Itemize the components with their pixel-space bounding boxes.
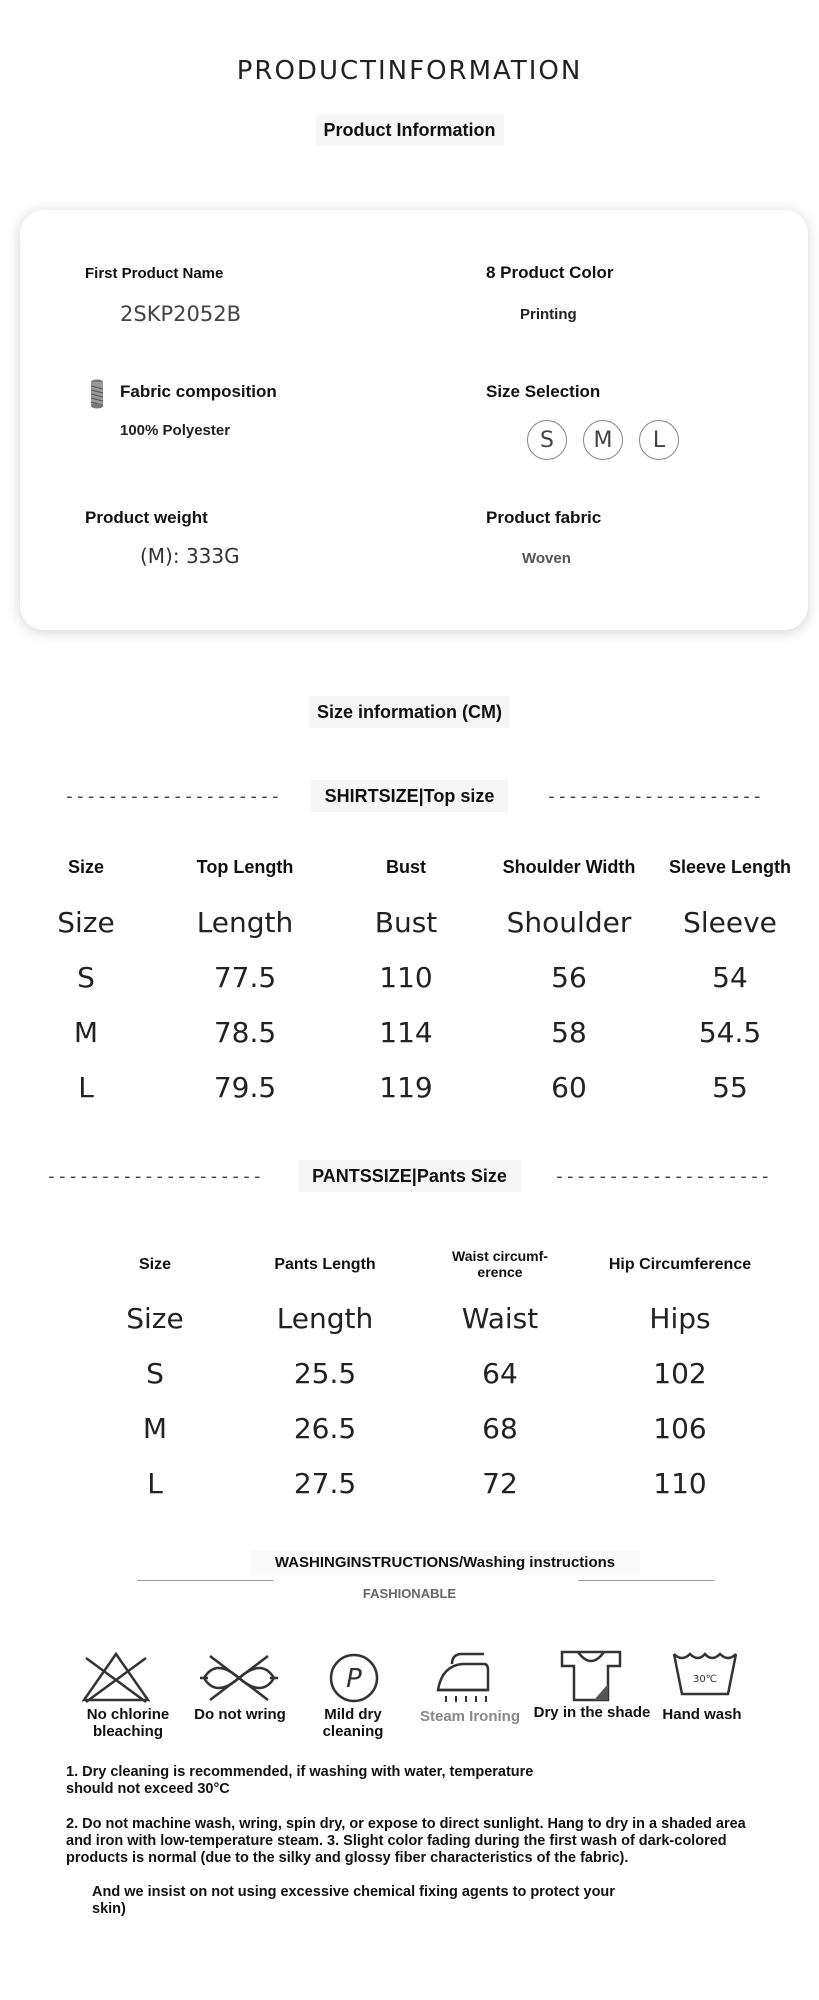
shirt-header-bust: Bust: [386, 857, 426, 877]
pants-cell: 106: [653, 1412, 707, 1445]
pants-cell: M: [142, 1412, 168, 1445]
shirt-cell: M: [73, 1016, 99, 1049]
pants-cell: Size: [126, 1302, 184, 1335]
size-info-title: [0, 702, 819, 723]
washing-divider-left: [137, 1580, 273, 1581]
pants-cell: 110: [653, 1467, 707, 1500]
shirt-cell: Shoulder: [506, 906, 632, 939]
no-bleach-label: No chlorine bleaching: [86, 1706, 170, 1740]
pants-header-size: Size: [138, 1256, 171, 1273]
shirt-cell: 110: [379, 961, 433, 994]
shirt-cell: 77.5: [213, 961, 277, 994]
shirt-cell: Length: [196, 906, 294, 939]
shirt-cell: Size: [57, 906, 115, 939]
note-1: 1. Dry cleaning is recommended, if washing with water, temperature should not exceed 30°C: [66, 1764, 534, 1797]
shirt-cell: Bust: [374, 906, 438, 939]
washing-instructions-title: WASHINGINSTRUCTIONS/Washing instructions: [250, 1550, 640, 1575]
shirt-cell: 78.5: [213, 1016, 277, 1049]
washing-subtitle: FASHIONABLE: [362, 1586, 457, 1601]
shirt-size-title-text: SHIRTSIZE|Top size: [311, 780, 509, 812]
shirt-cell: Sleeve: [683, 906, 777, 939]
pants-cell: 26.5: [293, 1412, 357, 1445]
pants-cell: 64: [482, 1357, 518, 1390]
product-name-value: 2SKP2052B: [120, 302, 241, 326]
pants-cell: 72: [482, 1467, 518, 1500]
steam-ironing-label: Steam Ironing: [419, 1708, 520, 1725]
page-title: PRODUCTINFORMATION: [236, 56, 583, 86]
wash-temp-text: 30℃: [693, 1674, 717, 1685]
dry-shade-icon: [558, 1648, 624, 1708]
yarn-spool-icon: [88, 378, 106, 410]
pants-header-waist: Waist circumf- erence: [452, 1248, 548, 1280]
product-color-label: 8 Product Color: [486, 263, 614, 282]
shirt-divider-right: --------------------: [546, 786, 763, 807]
shirt-header-shoulder-width: Shoulder Width: [502, 857, 636, 877]
pants-cell: 25.5: [293, 1357, 357, 1390]
hand-wash-label: Hand wash: [662, 1706, 742, 1723]
shirt-cell: 54.5: [698, 1016, 762, 1049]
pants-cell: Hips: [649, 1302, 711, 1335]
dry-clean-p-icon: [326, 1652, 382, 1712]
size-option-l[interactable]: L: [639, 420, 679, 460]
pants-cell: L: [147, 1467, 163, 1500]
no-bleach-icon: [80, 1650, 152, 1710]
pants-divider-right: --------------------: [554, 1166, 771, 1187]
iron-steam-icon: [432, 1650, 496, 1710]
note-3: And we insist on not using excessive chemical fixing agents to protect your skin): [92, 1884, 615, 1917]
pants-header-pants-length: Pants Length: [274, 1256, 376, 1273]
shirt-divider-left: --------------------: [64, 786, 281, 807]
pants-cell: Waist: [461, 1302, 539, 1335]
size-info-text: Size information (CM): [309, 696, 510, 728]
dry-clean-label: Mild dry cleaning: [322, 1706, 384, 1740]
shirt-cell: 54: [712, 961, 748, 994]
washing-divider-right: [578, 1580, 714, 1581]
shirt-cell: L: [78, 1071, 94, 1104]
product-weight-value: (M): 333G: [140, 544, 240, 568]
shirt-cell: 60: [551, 1071, 587, 1104]
product-weight-label: Product weight: [85, 508, 208, 527]
pants-cell: 68: [482, 1412, 518, 1445]
shirt-header-sleeve-length: Sleeve Length: [668, 857, 792, 877]
pants-cell: 27.5: [293, 1467, 357, 1500]
product-fabric-value: Woven: [522, 550, 571, 567]
shirt-cell: S: [77, 961, 95, 994]
hand-wash-icon: [670, 1648, 740, 1708]
shirt-cell: 79.5: [213, 1071, 277, 1104]
shirt-cell: 55: [712, 1071, 748, 1104]
pants-divider-left: --------------------: [46, 1166, 263, 1187]
product-name-label: First Product Name: [85, 265, 224, 282]
subtitle-text: Product Information: [316, 114, 504, 146]
shirt-cell: 114: [379, 1016, 433, 1049]
fabric-composition-label: Fabric composition: [120, 382, 277, 401]
pants-cell: S: [146, 1357, 164, 1390]
size-option-m[interactable]: M: [583, 420, 623, 460]
fabric-composition-value: 100% Polyester: [120, 422, 231, 439]
svg-text:P: P: [346, 1664, 362, 1694]
dry-shade-label: Dry in the shade: [533, 1704, 651, 1721]
product-color-value: Printing: [520, 306, 577, 323]
product-fabric-label: Product fabric: [486, 508, 602, 527]
note-2: 2. Do not machine wash, wring, spin dry, or expose to direct sunlight. Hang to dry in a shaded area and iron with low-temperature steam. 3. Slight color fading during the first wash of dark-colored products is normal (due to the silky and glossy fiber characteristics of the fabric).: [66, 1816, 746, 1866]
shirt-header-top-length: Top Length: [196, 857, 294, 877]
pants-header-hip: Hip Circumference: [608, 1256, 752, 1273]
shirt-cell: 58: [551, 1016, 587, 1049]
page-subtitle: [0, 120, 819, 141]
shirt-cell: 119: [379, 1071, 433, 1104]
pants-cell: Length: [276, 1302, 374, 1335]
size-option-s[interactable]: S: [527, 420, 567, 460]
product-info-card: [20, 210, 808, 630]
pants-size-title-text: PANTSSIZE|Pants Size: [298, 1160, 521, 1192]
no-wring-icon: [196, 1652, 282, 1712]
no-wring-label: Do not wring: [194, 1706, 286, 1723]
shirt-header-size: Size: [67, 857, 105, 877]
shirt-cell: 56: [551, 961, 587, 994]
pants-cell: 102: [653, 1357, 707, 1390]
size-selection-label: Size Selection: [486, 382, 601, 401]
